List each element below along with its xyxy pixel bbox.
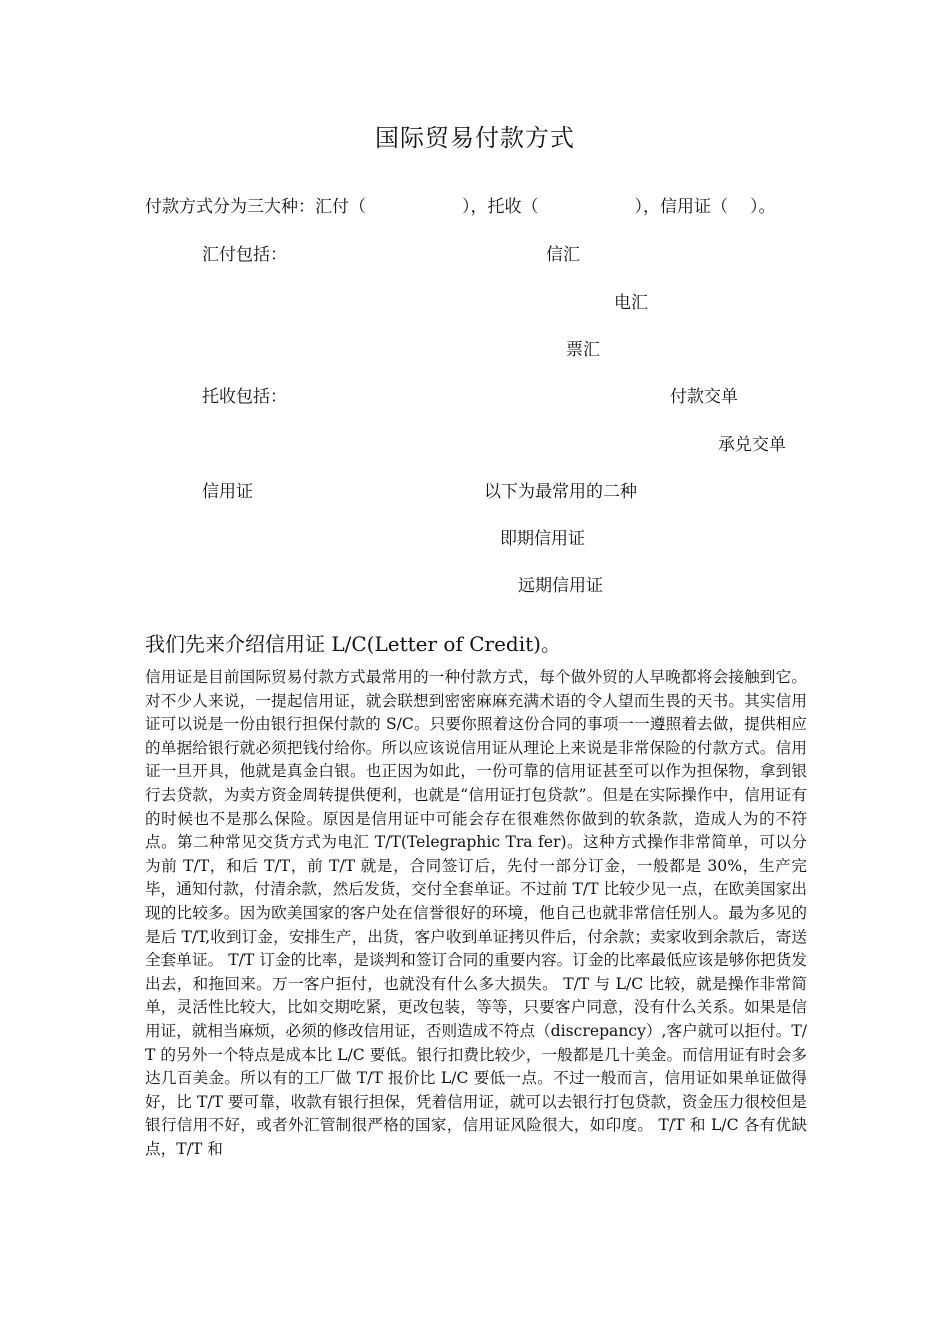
body-paragraph: 信用证是目前国际贸易付款方式最常用的一种付款方式，每个做外贸的人早晚都将会接触到它。对不少人来说，一提起信用证，就会联想到密密麻麻充满术语的令人望而生畏的天书。其实信用证可以说是一份由银行担保付款的 S/C。只要你照着这份合同的事项一一遵照着去做，提供相应的单据给银行就必须把钱付给你。所以应该说信用证从理论上来说是非常保险的付款方式。信用证一旦开具，他就是真金白银。也正因为如此，一份可靠的信用证甚至可以作为担保物，拿到银行去贷款，为卖方资金周转提供便利，也就是“信用证打包贷款”。但是在实际操作中，信用证有的时候也不是那么保险。原因是信用证中可能会存在很难然你做到的软条款，造成人为的不符点。第二种常见交货方式为电汇 T/T(Telegraphic Tra fer)。这种方式操作非常简单，可以分为前 T/T，和后 T/T，前 T/T 就是，合同签订后，先付一部分订金，一般都是 30%，生产完毕，通知付款，付清余款，然后发货，交付全套单证。不过前 T/T 比较少见一点，在欧美国家出现的比较多。因为欧美国家的客户处在信誉很好的环境，他自己也就非常信任别人。最为多见的是后 T/T,收到订金，安排生产，出货，客户收到单证拷贝件后，付余款；卖家收到余款后，寄送全套单证。 T/T 订金的比率，是谈判和签订合同的重要内容。订金的比率最低应该是够你把货发出去，和拖回来。万一客户拒付，也就没有什么多大损失。 T/T 与 L/C 比较，就是操作非常简单，灵活性比较大，比如交期吃紧，更改包装，等等，只要客户同意，没有什么关系。如果是信用证，就相当麻烦，必须的修改信用证，否则造成不符点（discrepancy）,客户就可以拒付。T/T 的另外一个特点是成本比 L/C 要低。银行扣费比较少，一般都是几十美金。而信用证有时会多达几百美金。所以有的工厂做 T/T 报价比 L/C 要低一点。不过一般而言，信用证如果单证做得好，比 T/T 要可靠，收款有银行担保，凭着信用证，就可以去银行打包贷款，资金压力很校但是银行信用不好，或者外汇管制很严格的国家，信用证风险很大，如印度。 T/T 和 L/C 各有优缺点，T/T 和 — [145, 668, 807, 1158]
collection-label: 托收包括： — [202, 387, 287, 407]
lc-label: 信用证 — [202, 482, 253, 502]
lc-note: 以下为最常用的二种 — [484, 482, 637, 502]
collection-item-dp: 付款交单 — [670, 387, 738, 407]
intro-part-3: ），信用证（ — [634, 197, 728, 217]
section-heading: 我们先来介绍信用证 L/C(Letter of Credit)。 — [145, 632, 561, 656]
intro-part-1: 付款方式分为三大种：汇付（ — [145, 197, 366, 217]
remit-label: 汇付包括： — [202, 245, 287, 265]
collection-item-da: 承兑交单 — [718, 435, 786, 455]
remit-item-mail: 信汇 — [546, 245, 580, 265]
remit-item-draft: 票汇 — [566, 340, 600, 360]
intro-line — [145, 192, 815, 217]
lc-item-usance: 远期信用证 — [518, 576, 603, 596]
intro-part-2: ），托收（ — [462, 197, 539, 217]
lc-item-sight: 即期信用证 — [500, 529, 585, 549]
document-title: 国际贸易付款方式 — [375, 124, 575, 152]
remit-item-telegraphic: 电汇 — [614, 293, 648, 313]
intro-part-4: ）。 — [750, 197, 776, 217]
